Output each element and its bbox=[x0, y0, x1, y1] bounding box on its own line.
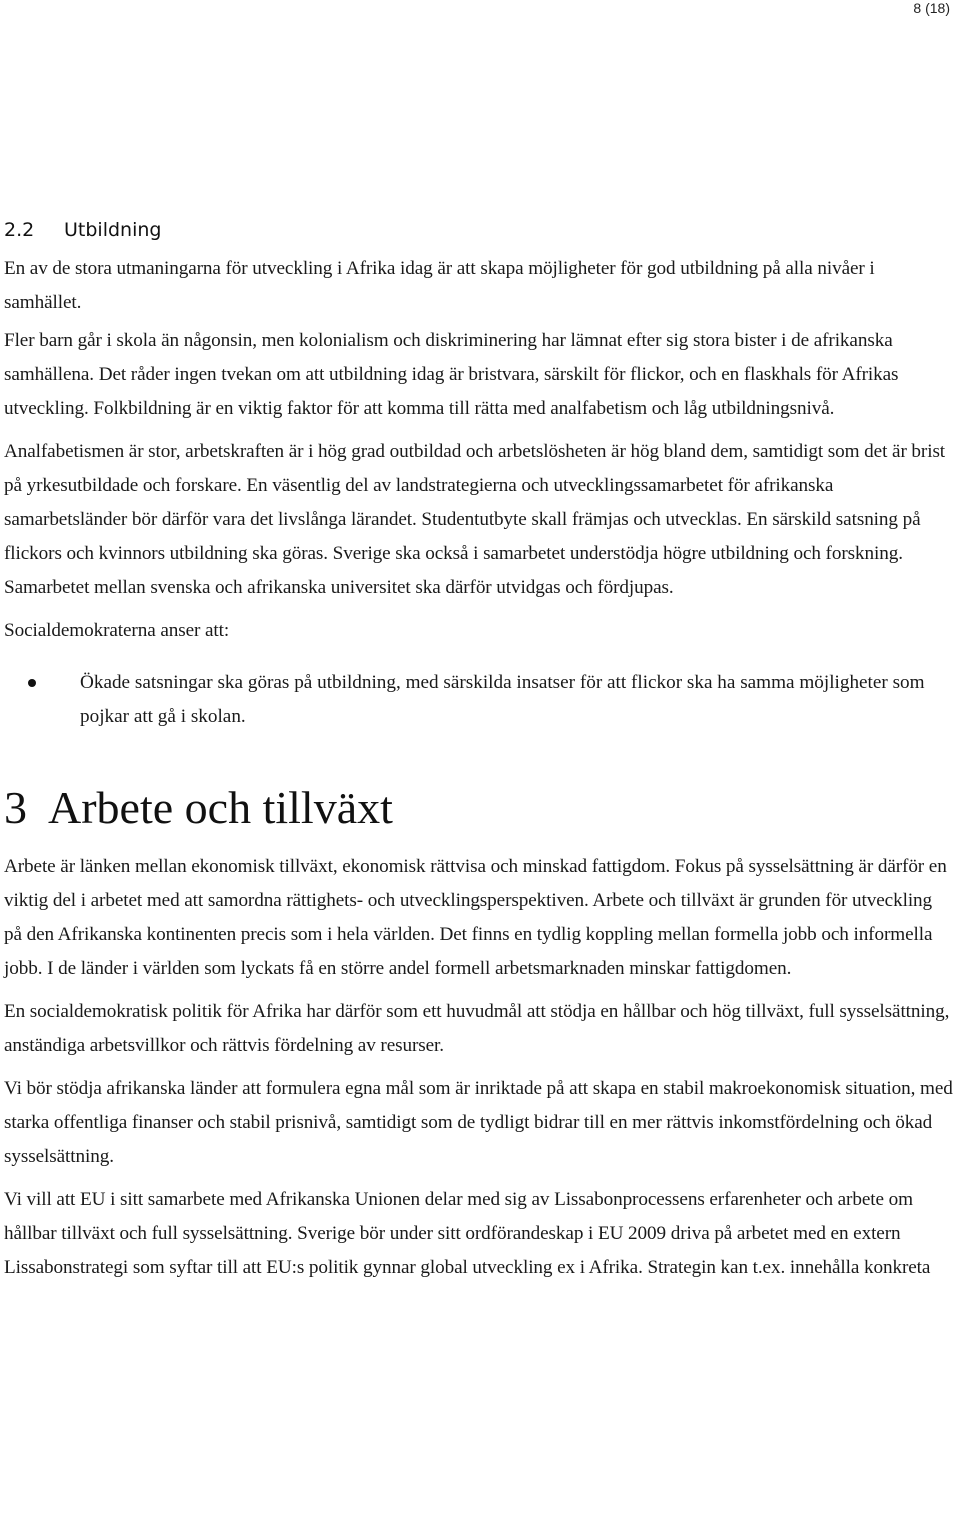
chapter-number: 3 bbox=[4, 782, 27, 833]
paragraph: Vi vill att EU i sitt samarbete med Afrikanska Unionen delar med sig av Lissabonprocessens erfarenheter och arbete om hållbar tillväxt och full sysselsättning. Sverige bör under sitt ordförandeskap i EU 2009 driva på arbetet med en extern Lissabonstrategi som syftar till att EU:s politik gynnar global utveckling ex i Afrika. Strategin kan t.ex. innehålla konkreta bbox=[4, 1189, 931, 1278]
page-number: 8 (18) bbox=[913, 0, 950, 16]
paragraph: En socialdemokratisk politik för Afrika har därför som ett huvudmål att stödja en hållbar och hög tillväxt, full sysselsättning, anständiga arbetsvillkor och rättvis fördelning av resurser. bbox=[4, 1001, 950, 1056]
bullet-list bbox=[4, 666, 954, 734]
bullet-dot-icon bbox=[28, 679, 36, 687]
paragraph: Arbete är länken mellan ekonomisk tillväxt, ekonomisk rättvisa och minskad fattigdom. Fokus på sysselsättning är därför en viktig del i arbetet med att samordna rättighets- och utvecklingsperspektiven. Arbete och tillväxt är grunden för utveckling på den Afrikanska kontinenten precis som i hela världen. Det finns en tydlig koppling mellan formella jobb och informella jobb. I de länder i världen som lyckats få en större andel formell arbetsmarknaden minskar fattigdomen. bbox=[4, 856, 947, 979]
section-number: 2.2 bbox=[4, 219, 35, 241]
chapter-heading-arbete-och-tillvaxt bbox=[4, 774, 954, 842]
section-heading-utbildning bbox=[4, 216, 954, 244]
paragraph: En av de stora utmaningarna för utveckling i Afrika idag är att skapa möjligheter för god utbildning på alla nivåer i samhället. bbox=[4, 258, 875, 313]
paragraph: Vi bör stödja afrikanska länder att formulera egna mål som är inriktade på att skapa en stabil makroekonomisk situation, med starka offentliga finanser och stabil prisnivå, samtidigt som de tydligt bidrar till en mer rättvis inkomstfördelning och ökad sysselsättning. bbox=[4, 1078, 953, 1167]
chapter-title: Arbete och tillväxt bbox=[48, 782, 393, 833]
bullet-item bbox=[4, 666, 954, 734]
document-body bbox=[4, 216, 954, 1294]
paragraph: Fler barn går i skola än någonsin, men kolonialism och diskriminering har lämnat efter sig stora bister i de afrikanska samhällena. Det råder ingen tvekan om att utbildning idag är bristvara, särskilt för flickor, och en flaskhals för Afrikas utveckling. Folkbildning är en viktig faktor för att komma till rätta med analfabetism och låg utbildningsnivå. bbox=[4, 330, 899, 419]
section-title: Utbildning bbox=[64, 219, 162, 241]
bullet-text: Ökade satsningar ska göras på utbildning, med särskilda insatser för att flickor ska ha samma möjligheter som pojkar att gå i skolan. bbox=[80, 672, 925, 727]
paragraph: Socialdemokraterna anser att: bbox=[4, 620, 230, 641]
paragraph: Analfabetismen är stor, arbetskraften är i hög grad outbildad och arbetslösheten är hög bland dem, samtidigt som det är brist på yrkesutbildade och forskare. En väsentlig del av landstrategierna och utvecklingssamarbetet för afrikanska samarbetsländer bör därför vara det livslånga lärandet. Studentutbyte skall främjas och utvecklas. En särskild satsning på flickors och kvinnors utbildning ska göras. Sverige ska också i samarbetet understödja högre utbildning och forskning. Samarbetet mellan svenska och afrikanska universitet ska därför utvidgas och fördjupas. bbox=[4, 441, 946, 598]
